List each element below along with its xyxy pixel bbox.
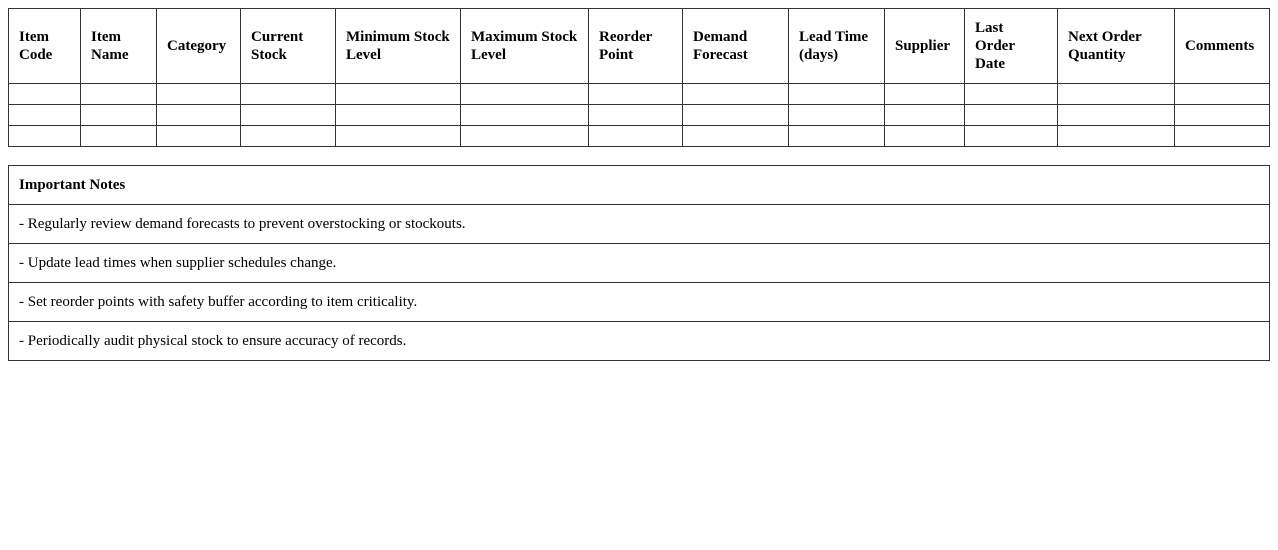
cell-demand-forecast[interactable] bbox=[683, 105, 789, 126]
header-item-code: Item Code bbox=[9, 9, 81, 84]
cell-lead-time[interactable] bbox=[789, 105, 885, 126]
cell-next-order-quantity[interactable] bbox=[1058, 126, 1175, 147]
cell-supplier[interactable] bbox=[885, 84, 965, 105]
cell-comments[interactable] bbox=[1175, 105, 1270, 126]
cell-current-stock[interactable] bbox=[241, 105, 336, 126]
header-current-stock: Current Stock bbox=[241, 9, 336, 84]
cell-reorder-point[interactable] bbox=[589, 126, 683, 147]
note-row bbox=[9, 322, 1270, 361]
header-category: Category bbox=[157, 9, 241, 84]
header-supplier: Supplier bbox=[885, 9, 965, 84]
cell-demand-forecast[interactable] bbox=[683, 84, 789, 105]
cell-reorder-point[interactable] bbox=[589, 105, 683, 126]
cell-supplier[interactable] bbox=[885, 126, 965, 147]
header-last-order-date: Last Order Date bbox=[965, 9, 1058, 84]
note-row bbox=[9, 244, 1270, 283]
table-row bbox=[9, 105, 1270, 126]
cell-item-name[interactable] bbox=[81, 126, 157, 147]
cell-item-name[interactable] bbox=[81, 84, 157, 105]
cell-demand-forecast[interactable] bbox=[683, 126, 789, 147]
cell-item-code[interactable] bbox=[9, 105, 81, 126]
header-maximum-stock-level: Maximum Stock Level bbox=[461, 9, 589, 84]
cell-maximum-stock-level[interactable] bbox=[461, 105, 589, 126]
note-item: - Periodically audit physical stock to ensure accuracy of records. bbox=[9, 322, 1270, 361]
inventory-table bbox=[8, 8, 1270, 147]
note-row bbox=[9, 283, 1270, 322]
cell-lead-time[interactable] bbox=[789, 126, 885, 147]
cell-maximum-stock-level[interactable] bbox=[461, 126, 589, 147]
cell-next-order-quantity[interactable] bbox=[1058, 84, 1175, 105]
cell-last-order-date[interactable] bbox=[965, 105, 1058, 126]
header-item-name: Item Name bbox=[81, 9, 157, 84]
cell-next-order-quantity[interactable] bbox=[1058, 105, 1175, 126]
header-comments: Comments bbox=[1175, 9, 1270, 84]
cell-minimum-stock-level[interactable] bbox=[336, 84, 461, 105]
table-row bbox=[9, 126, 1270, 147]
note-row bbox=[9, 205, 1270, 244]
cell-comments[interactable] bbox=[1175, 126, 1270, 147]
cell-category[interactable] bbox=[157, 84, 241, 105]
cell-minimum-stock-level[interactable] bbox=[336, 105, 461, 126]
header-minimum-stock-level: Minimum Stock Level bbox=[336, 9, 461, 84]
header-row bbox=[9, 9, 1270, 84]
header-demand-forecast: Demand Forecast bbox=[683, 9, 789, 84]
note-item: - Regularly review demand forecasts to prevent overstocking or stockouts. bbox=[9, 205, 1270, 244]
cell-item-code[interactable] bbox=[9, 84, 81, 105]
cell-reorder-point[interactable] bbox=[589, 84, 683, 105]
cell-lead-time[interactable] bbox=[789, 84, 885, 105]
important-notes-table bbox=[8, 165, 1270, 361]
cell-item-name[interactable] bbox=[81, 105, 157, 126]
cell-current-stock[interactable] bbox=[241, 126, 336, 147]
cell-current-stock[interactable] bbox=[241, 84, 336, 105]
cell-category[interactable] bbox=[157, 126, 241, 147]
note-item: - Set reorder points with safety buffer according to item criticality. bbox=[9, 283, 1270, 322]
cell-last-order-date[interactable] bbox=[965, 126, 1058, 147]
cell-comments[interactable] bbox=[1175, 84, 1270, 105]
cell-maximum-stock-level[interactable] bbox=[461, 84, 589, 105]
notes-title: Important Notes bbox=[9, 166, 1270, 205]
header-lead-time: Lead Time (days) bbox=[789, 9, 885, 84]
cell-last-order-date[interactable] bbox=[965, 84, 1058, 105]
table-row bbox=[9, 84, 1270, 105]
cell-item-code[interactable] bbox=[9, 126, 81, 147]
cell-supplier[interactable] bbox=[885, 105, 965, 126]
notes-title-row bbox=[9, 166, 1270, 205]
header-reorder-point: Reorder Point bbox=[589, 9, 683, 84]
cell-minimum-stock-level[interactable] bbox=[336, 126, 461, 147]
note-item: - Update lead times when supplier schedules change. bbox=[9, 244, 1270, 283]
header-next-order-quantity: Next Order Quantity bbox=[1058, 9, 1175, 84]
cell-category[interactable] bbox=[157, 105, 241, 126]
